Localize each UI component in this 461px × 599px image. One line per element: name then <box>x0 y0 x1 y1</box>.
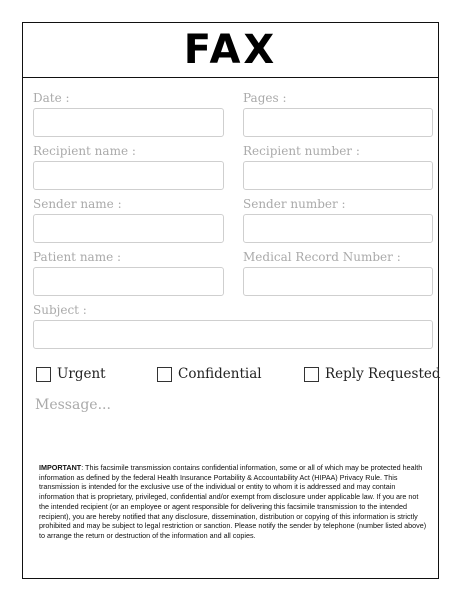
sender-number-field[interactable] <box>243 214 433 243</box>
reply-requested-label: Reply Requested <box>325 366 441 382</box>
confidentiality-notice <box>39 463 429 541</box>
pages-field[interactable] <box>243 108 433 137</box>
patient-name-field[interactable] <box>33 267 224 296</box>
fax-cover-sheet <box>22 22 439 579</box>
header <box>23 23 438 78</box>
sender-number-label: Sender number : <box>243 197 346 211</box>
sender-name-label: Sender name : <box>33 197 122 211</box>
notice-heading: IMPORTANT <box>39 463 82 472</box>
sender-name-field[interactable] <box>33 214 224 243</box>
recipient-number-label: Recipient number : <box>243 144 360 158</box>
pages-label: Pages : <box>243 91 287 105</box>
recipient-number-field[interactable] <box>243 161 433 190</box>
recipient-name-field[interactable] <box>33 161 224 190</box>
subject-label: Subject : <box>33 303 87 317</box>
date-field[interactable] <box>33 108 224 137</box>
medical-record-number-label: Medical Record Number : <box>243 250 401 264</box>
date-label: Date : <box>33 91 70 105</box>
recipient-name-label: Recipient name : <box>33 144 136 158</box>
confidential-label: Confidential <box>178 366 262 382</box>
confidential-checkbox[interactable] <box>157 367 172 382</box>
patient-name-label: Patient name : <box>33 250 122 264</box>
subject-field[interactable] <box>33 320 433 349</box>
notice-text: : This facsimile transmission contains confidential information, some or all of which may be protected health information as defined by the federal Health Insurance Portability & Accountability Act (HIPAA) Privacy Rule. This transmission is intended for the exclusive use of the individual or entity to whom it is addressed and may contain information that is proprietary, privileged, confidential and/or exempt from disclosure under applicable law. If you are not the intended recipient (or an employee or agent responsible for delivering this facsimile transmission to the intended recipient), you are hereby notified that any disclosure, dissemination, distribution or copying of this information is strictly prohibited and may be subject to legal restriction or sanction. Please notify the sender by telephone (number listed above) to arrange the return or destruction of the information and all copies. <box>39 463 427 540</box>
message-area[interactable]: Message... <box>35 397 111 413</box>
urgent-label: Urgent <box>57 366 106 382</box>
page-title: FAX <box>183 27 278 73</box>
medical-record-number-field[interactable] <box>243 267 433 296</box>
urgent-checkbox[interactable] <box>36 367 51 382</box>
urgent-option[interactable] <box>36 366 106 382</box>
confidential-option[interactable] <box>157 366 262 382</box>
reply-requested-checkbox[interactable] <box>304 367 319 382</box>
reply-requested-option[interactable] <box>304 366 441 382</box>
